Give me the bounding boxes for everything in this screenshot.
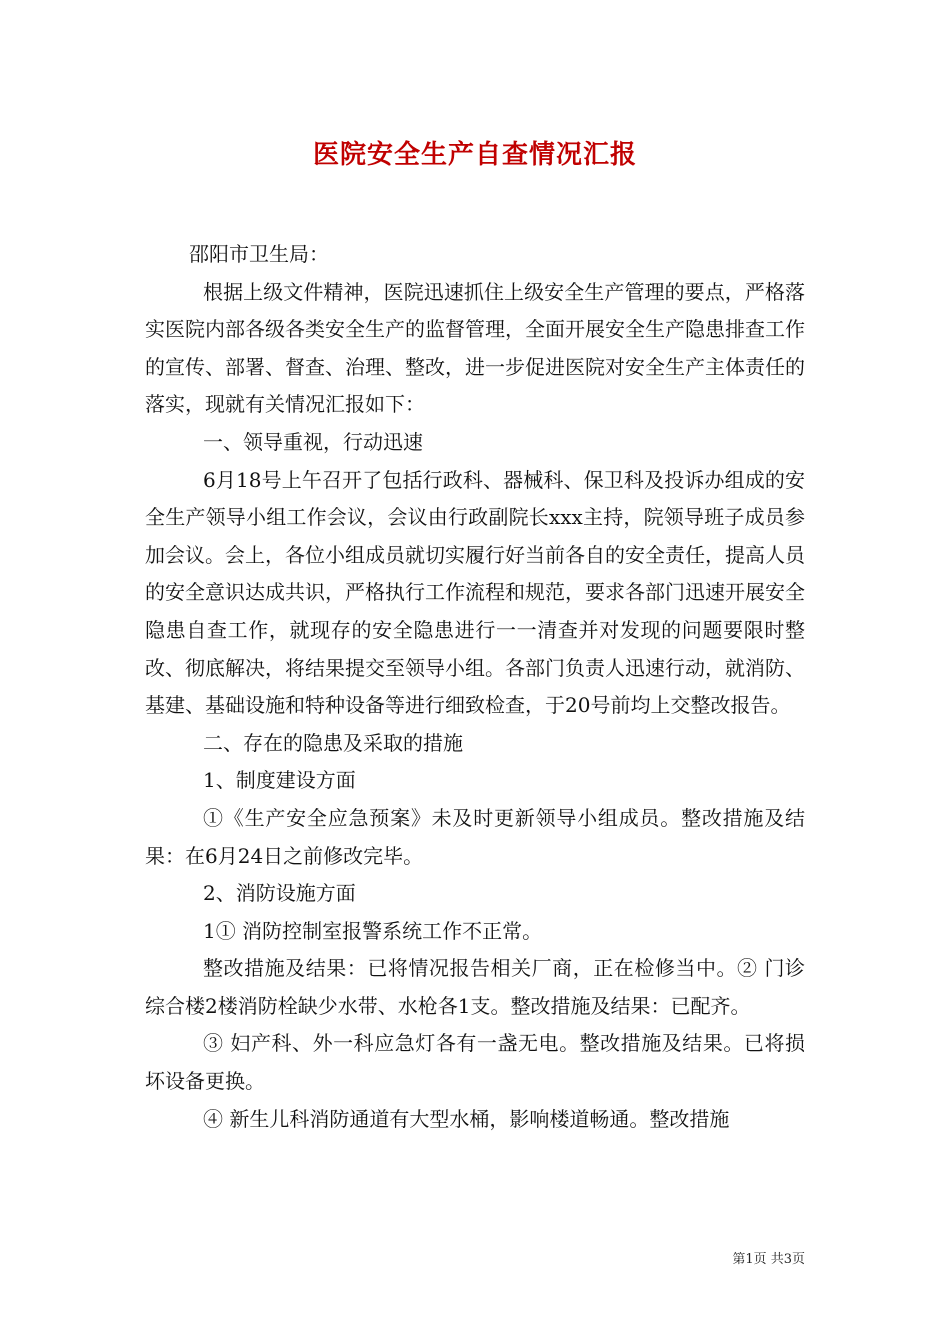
paragraph-item-2: 1① 消防控制室报警系统工作不正常。 [203,918,543,943]
document-title: 医院安全生产自查情况汇报 [312,140,637,170]
paragraph-item-1: ①《生产安全应急预案》未及时更新领导小组成员。整改措施及结果：在6月24日之前修改完毕。 [145,805,805,868]
paragraph-meeting: 6月18号上午召开了包括行政科、器械科、保卫科及投诉办组成的安全生产领导小组工作会议，会议由行政副院长xxx主持，院领导班子成员参加会议。会上，各位小组成员就切实履行好当前各自的安全责任，提高人员的安全意识达成共识，严格执行工作流程和规范，要求各部门迅速开展安全隐患自查工作，就现存的安全隐患进行一一清查并对发现的问题要限时整改、彻底解决，将结果提交至领导小组。各部门负责人迅速行动，就消防、基建、基础设施和特种设备等进行细致检查，于20号前均上交整改报告。 [145,467,805,718]
paragraph-item-4: ③ 妇产科、外一科应急灯各有一盏无电。整改措施及结果。已将损坏设备更换。 [145,1031,805,1094]
section-heading-1: 一、领导重视，行动迅速 [203,429,423,454]
paragraph-intro: 根据上级文件精神，医院迅速抓住上级安全生产管理的要点，严格落实医院内部各级各类安全生产的监督管理，全面开展安全生产隐患排查工作的宣传、部署、督查、治理、整改，进一步促进医院对安全生产主体责任的落实，现就有关情况汇报如下： [145,279,805,417]
document-body [145,236,805,1138]
section-heading-2: 二、存在的隐患及采取的措施 [203,730,463,755]
salutation: 邵阳市卫生局： [189,242,329,266]
page-number: 第1页 共3页 [732,1252,805,1267]
paragraph-item-3: 整改措施及结果：已将情况报告相关厂商，正在检修当中。② 门诊综合楼2楼消防栓缺少水带、水枪各1支。整改措施及结果：已配齐。 [145,956,805,1018]
paragraph-item-5: ④ 新生儿科消防通道有大型水桶，影响楼道畅通。整改措施 [203,1106,730,1131]
subsection-heading-2: 2、消防设施方面 [203,881,356,906]
subsection-heading-1: 1、制度建设方面 [203,768,356,793]
